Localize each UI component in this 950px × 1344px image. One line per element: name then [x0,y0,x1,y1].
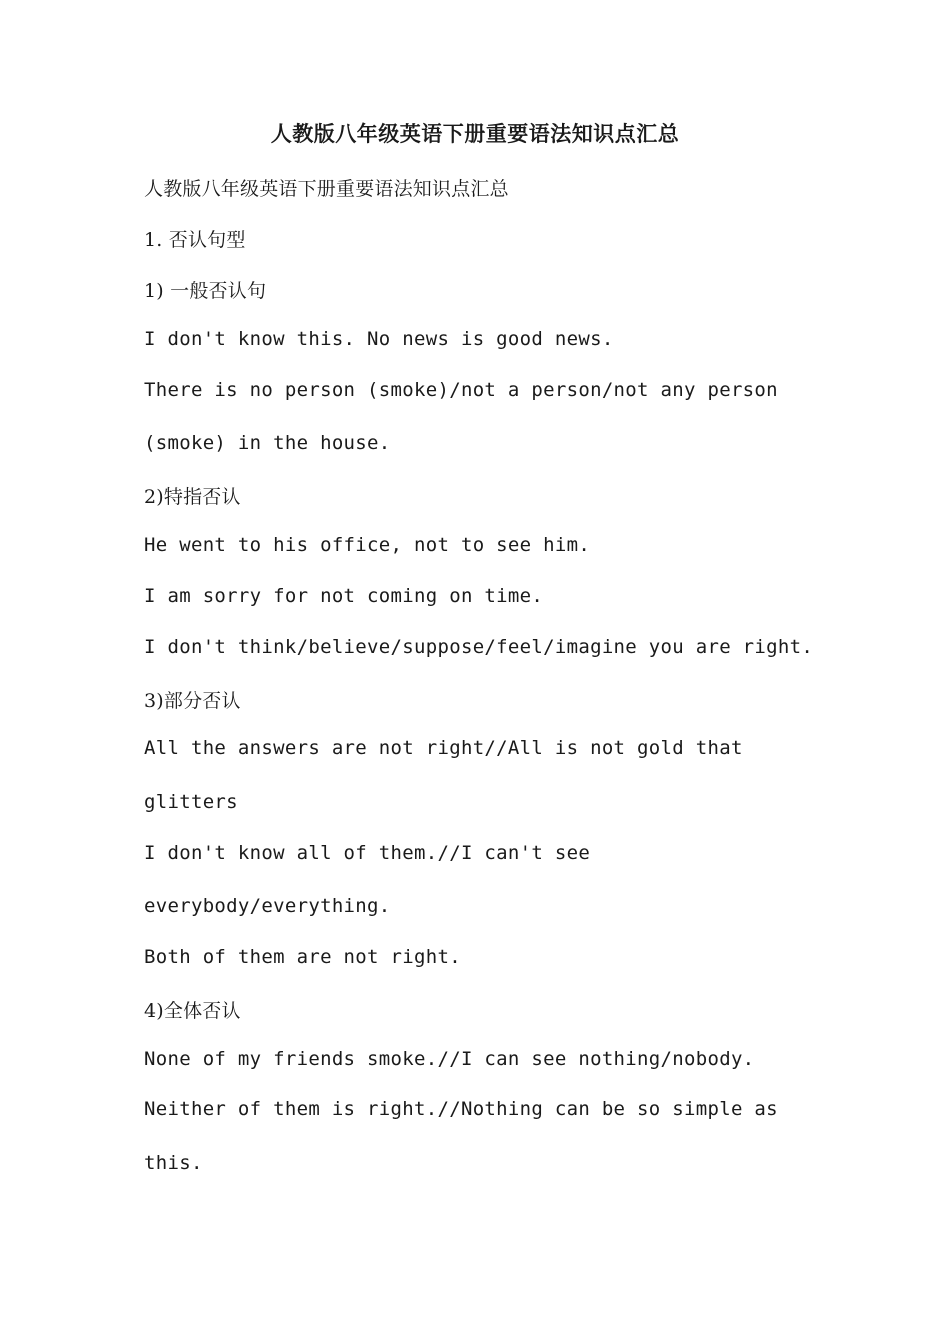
subsection-heading: 3)部分否认 [144,690,241,712]
example-line: I don't know all of them.//I can't see [144,842,591,864]
example-line: There is no person (smoke)/not a person/not any person [144,379,778,401]
example-line: Neither of them is right.//Nothing can be so simple as [144,1098,778,1120]
example-line: All the answers are not right//All is not gold that [144,737,743,759]
section-heading: 1. 否认句型 [144,229,246,251]
example-line: I don't think/believe/suppose/feel/imagine you are right. [144,636,814,658]
example-line: I don't know this. No news is good news. [144,328,614,350]
example-line: None of my friends smoke.//I can see nothing/nobody. [144,1048,755,1070]
example-line: glitters [144,791,238,813]
example-line: I am sorry for not coming on time. [144,585,544,607]
subsection-heading: 1) 一般否认句 [144,280,267,302]
subsection-heading: 4)全体否认 [144,1000,241,1022]
text-line: 人教版八年级英语下册重要语法知识点汇总 [144,178,509,200]
example-line: (smoke) in the house. [144,432,391,454]
example-line: this. [144,1152,203,1174]
example-line: Both of them are not right. [144,946,461,968]
subsection-heading: 2)特指否认 [144,486,241,508]
example-line: everybody/everything. [144,895,391,917]
page-title: 人教版八年级英语下册重要语法知识点汇总 [270,122,680,146]
example-line: He went to his office, not to see him. [144,534,591,556]
